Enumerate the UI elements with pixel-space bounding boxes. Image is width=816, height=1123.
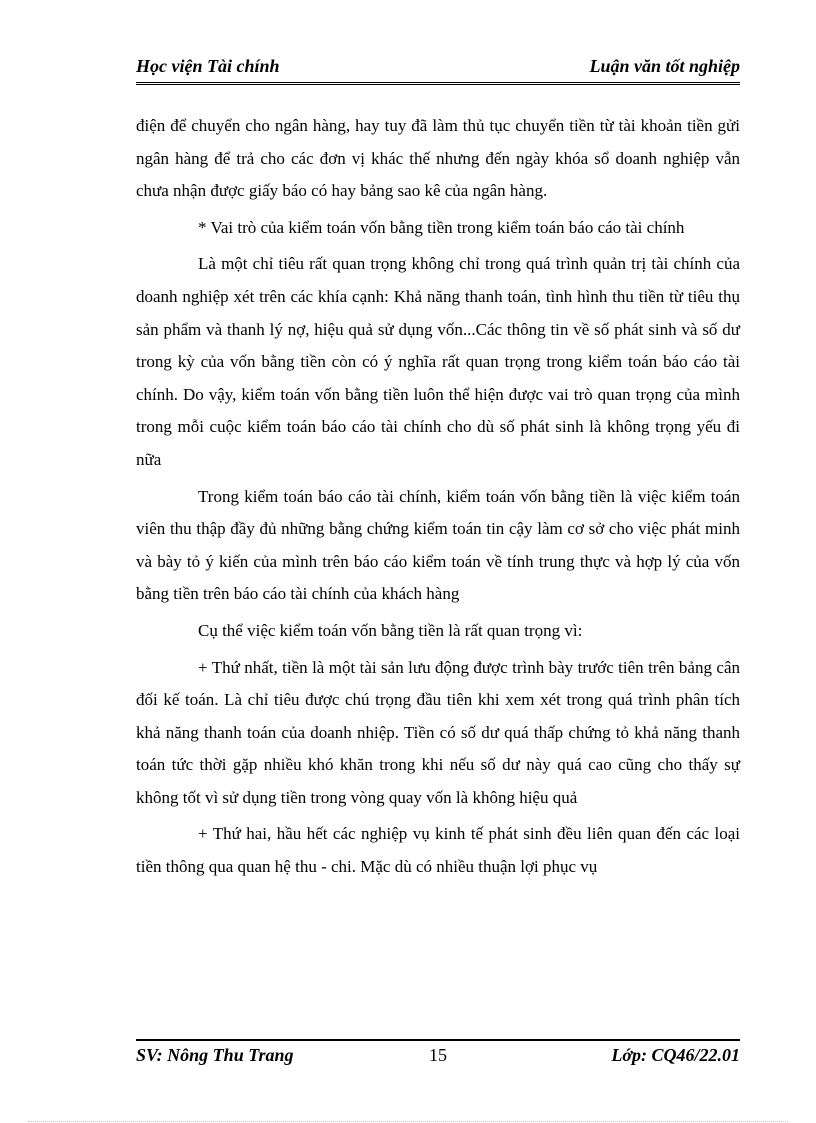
page-number: 15: [429, 1045, 447, 1065]
page-edge-divider: [28, 1121, 788, 1122]
paragraph: + Thứ nhất, tiền là một tài sản lưu động được trình bày trước tiên trên bảng cân đối kế toán. Là chỉ tiêu được chú trọng đầu tiên khi xem xét trong quá trình phân tích khả năng thanh toán của doanh nhiệp. Tiền có số dư quá thấp chứng tỏ khả năng thanh toán tức thời gặp nhiều khó khăn trong khi nếu số dư này quá cao cũng cho thấy sự không tốt vì sử dụng tiền trong vòng quay vốn là không hiệu quả: [136, 657, 740, 807]
paragraph: + Thứ hai, hầu hết các nghiệp vụ kinh tế phát sinh đều liên quan đến các loại tiền thông qua quan hệ thu - chi. Mặc dù có nhiều thuận lợi phục vụ: [136, 824, 740, 877]
paragraph-continued: điện để chuyển cho ngân hàng, hay tuy đã làm thủ tục chuyển tiền từ tài khoản tiền gửi ngân hàng để trả cho các đơn vị khác thế nhưng đến ngày khóa sổ doanh nghiệp vẫn chưa nhận được giấy báo có hay bảng sao kê của ngân hàng.: [136, 116, 740, 201]
page-footer: [136, 1039, 740, 1071]
paragraph: Cụ thể việc kiểm toán vốn bằng tiền là rất quan trọng vì:: [198, 620, 583, 640]
header-document-type: Luận văn tốt nghiệp: [589, 56, 740, 76]
paragraph: Là một chỉ tiêu rất quan trọng không chỉ trong quá trình quản trị tài chính của doanh nghiệp xét trên các khía cạnh: Khả năng thanh toán, tình hình thu tiền từ tiêu thụ sản phẩm và thanh lý nợ, hiệu quả sử dụng vốn...Các thông tin về số phát sinh và số dư trong kỳ của vốn bằng tiền còn có ý nghĩa rất quan trọng trong kiểm toán báo cáo tài chính. Do vậy, kiểm toán vốn bằng tiền luôn thể hiện được vai trò quan trọng của mình trong mỗi cuộc kiểm toán báo cáo tài chính cho dù số phát sinh là không trọng yếu đi nữa: [136, 254, 740, 469]
header-institution: Học viện Tài chính: [136, 56, 280, 76]
paragraph: Trong kiểm toán báo cáo tài chính, kiểm toán vốn bằng tiền là việc kiểm toán viên thu thập đầy đủ những bằng chứng kiểm toán tin cậy làm cơ sở cho việc phát minh và bày tỏ ý kiến của mình trên báo cáo kiểm toán về tính trung thực và hợp lý của vốn bằng tiền trên báo cáo tài chính của khách hàng: [136, 486, 740, 604]
section-heading: * Vai trò của kiểm toán vốn bằng tiền trong kiểm toán báo cáo tài chính: [198, 217, 685, 237]
body-text: [136, 110, 740, 888]
page-header: [136, 56, 740, 85]
footer-class: Lớp: CQ46/22.01: [611, 1045, 740, 1065]
footer-student-name: SV: Nông Thu Trang: [136, 1045, 294, 1065]
